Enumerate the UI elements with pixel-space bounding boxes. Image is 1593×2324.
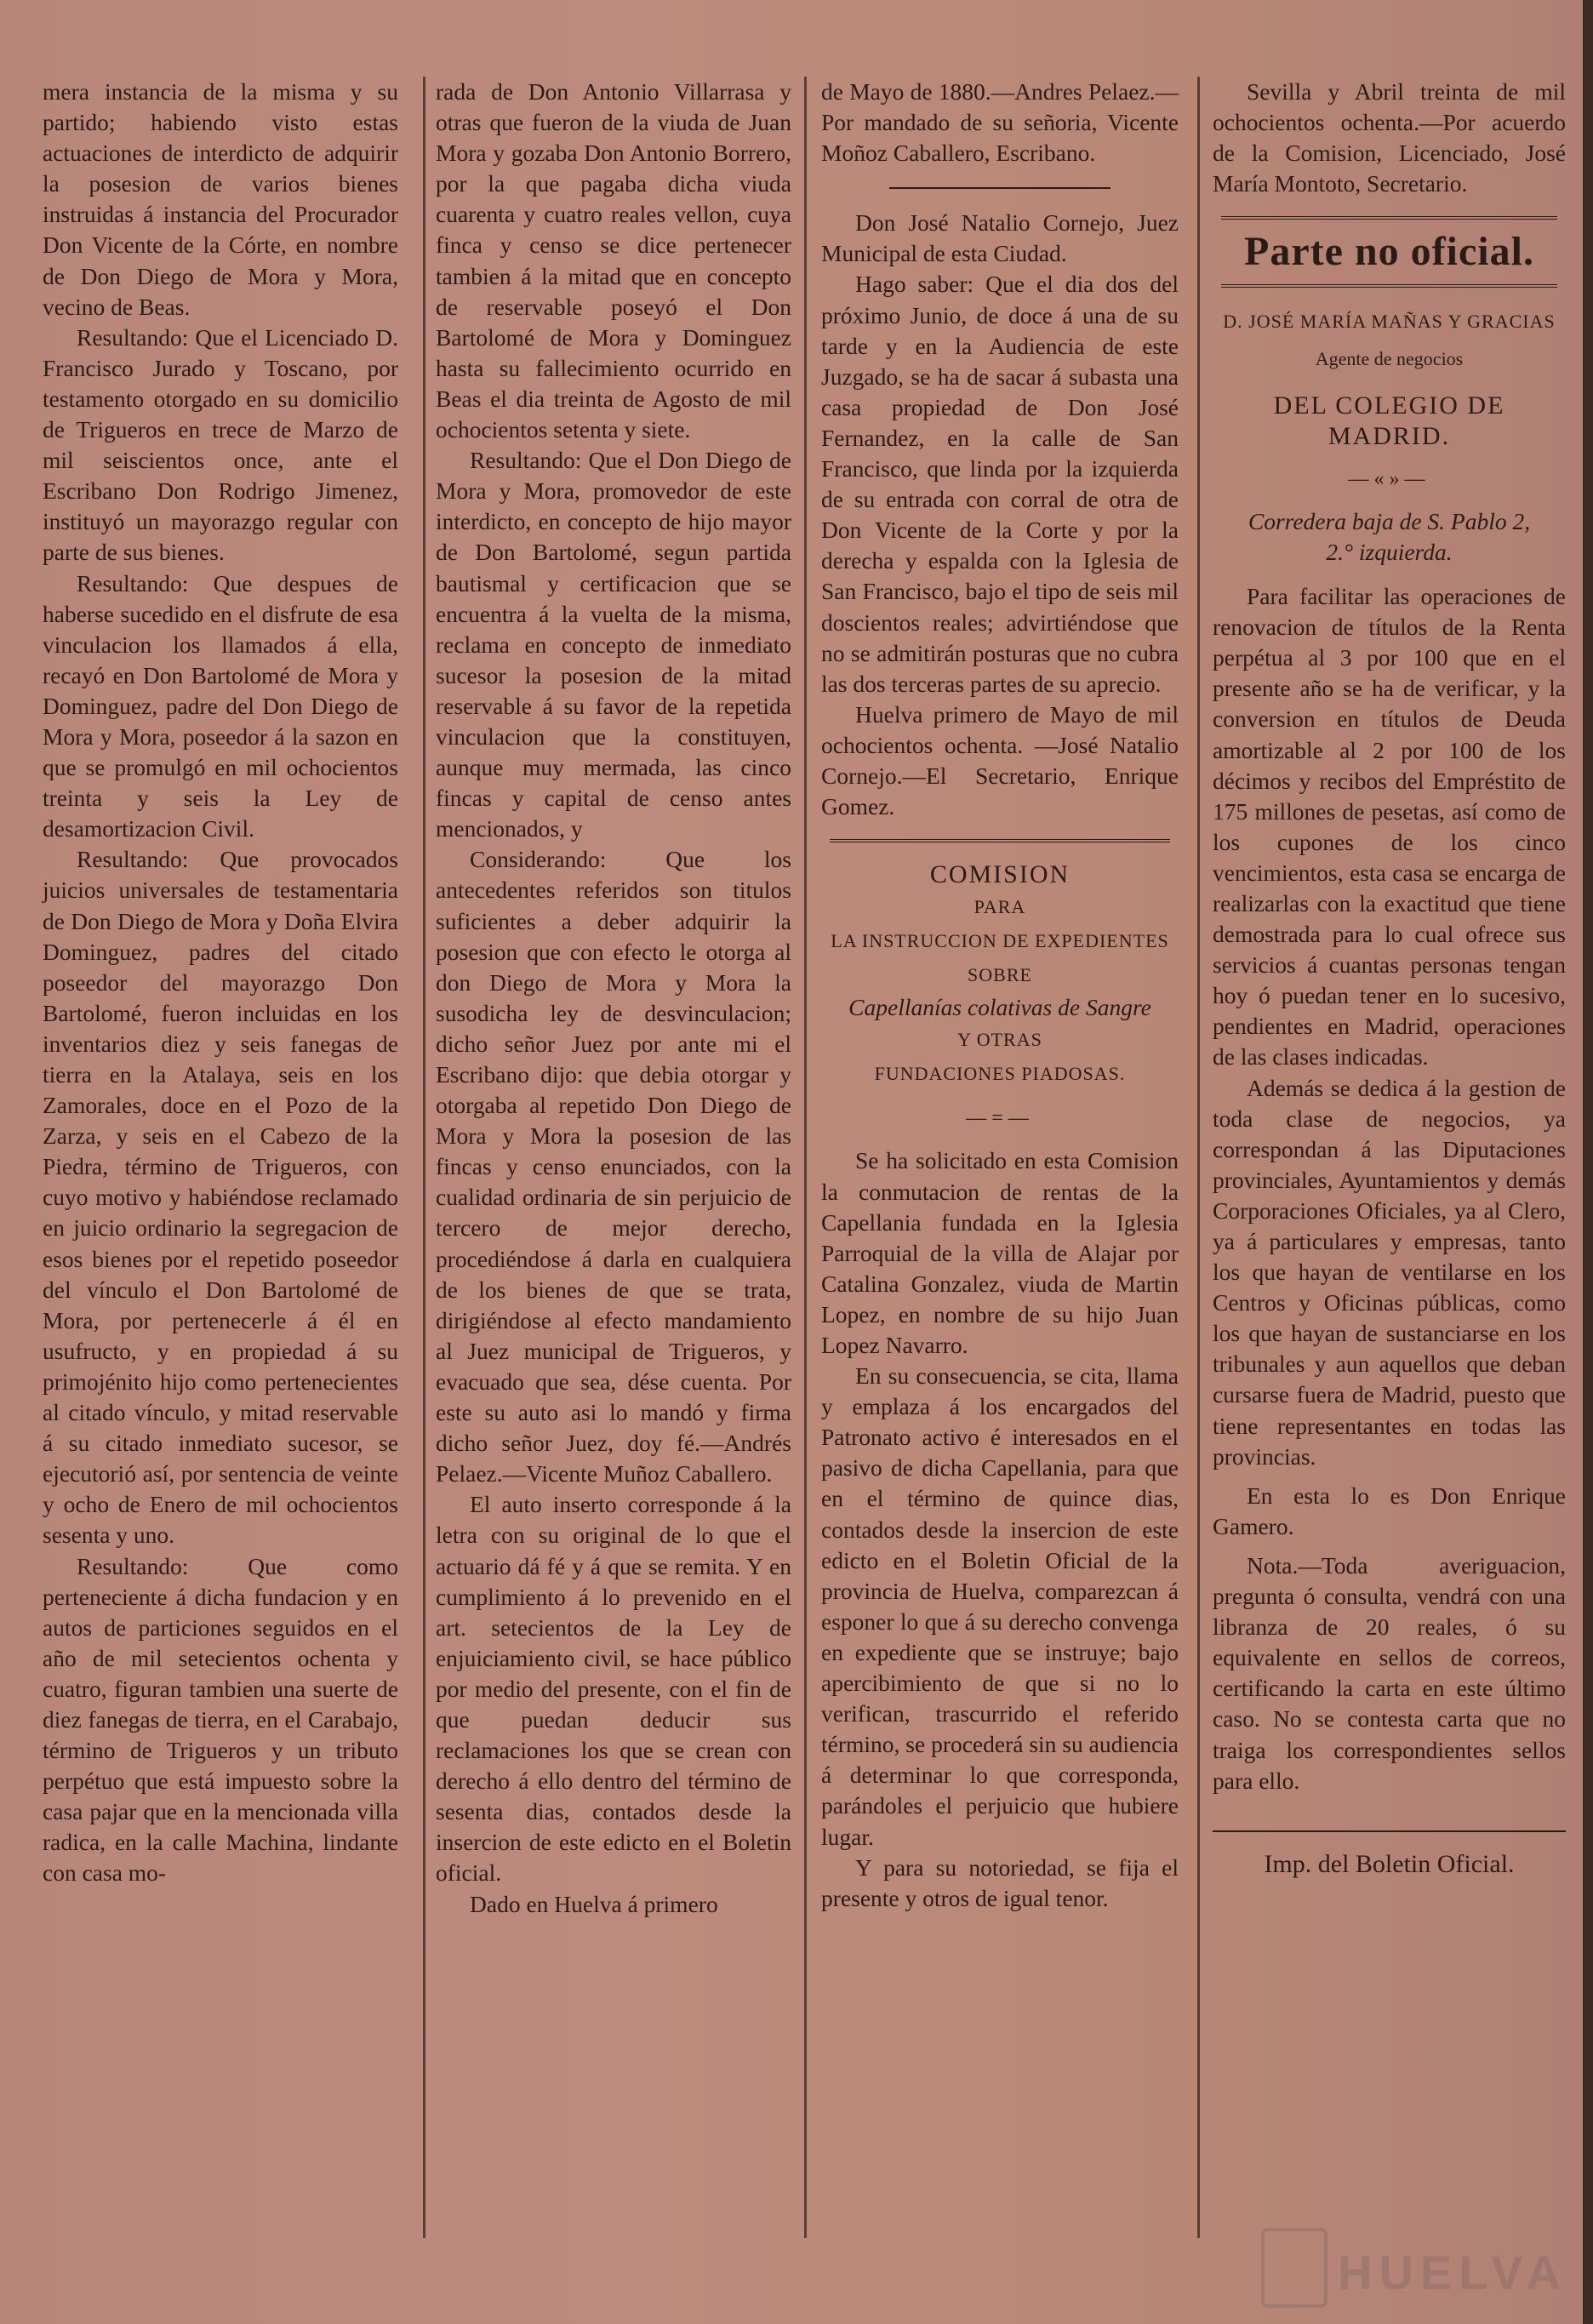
column-2	[436, 77, 791, 1920]
column-4	[1213, 77, 1566, 1880]
column-3	[821, 77, 1179, 1914]
library-seal-watermark	[1261, 2211, 1567, 2313]
subheading: FUNDACIONES PIADOSAS.	[874, 1063, 1126, 1085]
paragraph: Dado en Huelva á primero	[470, 1890, 718, 1917]
ornament: —«»—	[1348, 467, 1430, 490]
column-rule	[804, 77, 807, 2238]
paragraph: Además se dedica á la gestion de toda clase de negocios, ya correspondan á las Diputaciones provinciales, Ayuntamientos y demás Corporaciones Oficiales, ya al Clero, ya á particulares y empresas, tanto los que hayan de ventilarse en los Centros y Oficinas públicas, como los que hayan de sustanciarse en los tribunales y aun aquellos que deban cursarse fuera de Madrid, puesto que tiene representantes en todas las provincias.	[1213, 1074, 1566, 1470]
seal-word: HUELVA	[1338, 2246, 1567, 2299]
agent-name: D. JOSÉ MARÍA MAÑAS Y GRACIAS	[1223, 311, 1556, 333]
agent-role: Agente de negocios	[1315, 348, 1464, 370]
subheading: SOBRE	[968, 964, 1032, 986]
paragraph: Don José Natalio Cornejo, Juez Municipal de esta Ciudad.	[821, 209, 1179, 267]
subheading: LA INSTRUCCION DE EXPEDIENTES	[831, 930, 1169, 952]
section-divider	[1221, 284, 1557, 288]
imprint: Imp. del Boletin Oficial.	[1264, 1849, 1515, 1878]
paragraph: Y para su notoriedad, se fija el presente y otros de igual tenor.	[821, 1853, 1179, 1911]
page-edge	[1583, 0, 1593, 2324]
paragraph: mera instancia de la misma y su partido; habiendo visto estas actuaciones de interdicto de adquirir la posesion de varios bienes instruidas á instancia del Procurador Don Vicente de la Córte, en nombre de Don Diego de Mora y Mora, vecino de Beas.	[43, 78, 398, 320]
subheading: Y OTRAS	[957, 1029, 1042, 1051]
column-1	[43, 77, 398, 1889]
paragraph: En esta lo es Don Enrique Gamero.	[1213, 1482, 1566, 1539]
paragraph: Resultando: Que el Don Diego de Mora y Mora, promovedor de este interdicto, en concepto de hijo mayor de Don Bartolomé, segun partida bautismal y certificacion que se encuentra á la vuelta de la misma, reclama en concepto de inmediato sucesor la posesion de la mitad reservable á su favor de la repetida vinculacion que la constituyen, aunque muy mermada, las cinco fincas y capital de censo antes mencionados, y	[436, 447, 791, 842]
paragraph: Nota.—Toda averiguacion, pregunta ó consulta, vendrá con una libranza de 20 reales, ó su equivalente en sellos de correos, certificando la carta en este último caso. No se contesta carta que no traiga los correspondientes sellos para ello.	[1213, 1551, 1566, 1794]
paragraph: En su consecuencia, se cita, llama y emplaza á los encargados del Patronato activo é interesados en el pasivo de dicha Capellania, para que en el término de quince dias, contados desde la insercion de este edicto en el Boletin Oficial de la provincia de Huelva, comparezcan á esponer lo que á su derecho convenga en expediente que se instruye; bajo apercibimiento de que si no lo verifican, trascurrido el referido término, se procederá sin su audiencia á determinar lo que corresponda, parándoles el perjuicio que hubiere lugar.	[821, 1362, 1179, 1850]
heading-parte-no-oficial: Parte no oficial.	[1244, 229, 1534, 275]
address-line: 2.° izquierda.	[1326, 538, 1453, 565]
column-rule	[1197, 77, 1200, 2238]
address-line: Corredera baja de S. Pablo 2,	[1248, 507, 1531, 534]
paragraph: Resultando: Que provocados juicios universales de testamentaria de Don Diego de Mora y Doña Elvira Dominguez, padres del citado poseedor del mayorazgo Don Bartolomé, fueron incluidas en los inventarios diez y seis fanegas de tierra en la Atalaya, seis en los Zamorales, doce en el Pozo de la Zarza, y seis en el Cabezo de la Piedra, término de Trigueros, con cuyo motivo y habiéndose reclamado en juicio ordinario la segregacion de esos bienes por el repetido poseedor del vínculo el Don Bartolomé de Mora, por pertenecerle á él en usufructo, y en propiedad á su primojénito hijo como pertenecientes al citado vínculo, y mitad reservable á su citado inmediato sucesor, se ejecutorió así, por sentencia de veinte y ocho de Enero de mil ochocientos sesenta y uno.	[43, 846, 398, 1549]
ornament: —=—	[966, 1107, 1034, 1130]
heading-comision: COMISION	[929, 860, 1071, 889]
section-divider	[1221, 216, 1557, 220]
paragraph: Resultando: Que como perteneciente á dicha fundacion y en autos de particiones seguidos en el año de mil setecientos ochenta y cuatro, figuran tambien una suerte de diez fanegas de tierra, en el Carabajo, término de Trigueros y un tributo perpétuo que está impuesto sobre la casa pajar que en la mencionada villa radica, en la calle Machina, lindante con casa mo-	[43, 1552, 398, 1887]
section-divider	[830, 839, 1170, 842]
paragraph: Se ha solicitado en esta Comision la conmutacion de rentas de la Capellania fundada en la Iglesia Parroquial de la villa de Alajar por Catalina Gonzalez, viuda de Martin Lopez, en nombre de su hijo Juan Lopez Navarro.	[821, 1147, 1179, 1358]
paragraph: rada de Don Antonio Villarrasa y otras que fueron de la viuda de Juan Mora y gozaba Don Antonio Borrero, por la que pagaba dicha viuda cuarenta y cuatro reales vellon, cuya finca y censo se dice pertenecer tambien á la mitad que en concepto de reservable poseyó el Don Bartolomé de Mora y Dominguez hasta su fallecimiento ocurrido en Beas el dia treinta de Agosto de mil ochocientos setenta y siete.	[436, 78, 791, 443]
paragraph: Resultando: Que el Licenciado D. Francisco Jurado y Toscano, por testamento otorgado en su domicilio de Trigueros en trece de Marzo de mil seiscientos once, ante el Escribano Don Rodrigo Jimenez, instituyó un mayorazgo regular con parte de sus bienes.	[43, 323, 398, 566]
paragraph: El auto inserto corresponde á la letra con su original de lo que el actuario dá fé y á que se remita. Y en cumplimiento á lo prevenido en el art. setecientos de la Ley de enjuiciamiento civil, se hace público por medio del presente, con el fin de que puedan deducir sus reclamaciones los que se crean con derecho á ello dentro del término de sesenta dias, contados desde la insercion de este edicto en el Boletin oficial.	[436, 1491, 791, 1887]
paragraph: Sevilla y Abril treinta de mil ochocientos ochenta.—Por acuerdo de la Comision, Licenciado, José María Montoto, Secretario.	[1213, 78, 1566, 197]
paragraph: Para facilitar las operaciones de renovacion de títulos de la Renta perpétua al 3 por 100 que en el presente año se ha de verificar, y la conversion en títulos de Deuda amortizable al 2 por 100 de los décimos y recibos del Empréstito de 175 millones de pesetas, así como de los cupones de los cinco vencimientos, esta casa se encarga de realizarlas con la exactitud que tiene demostrada para lo cual ofrece sus servicios á cuantas personas tengan hoy ó puedan tener en lo sucesivo, pendientes en Madrid, operaciones de las clases indicadas.	[1213, 583, 1566, 1071]
section-divider	[1213, 1830, 1566, 1832]
section-divider	[889, 187, 1111, 189]
paragraph: Hago saber: Que el dia dos del próximo Junio, de doce á una de su tarde y en la Audiencia de este Juzgado, se ha de sacar á subasta una casa propiedad de Don José Fernandez, en la calle de San Francisco, que linda por la izquierda de su entrada con corral de otra de Don Vicente de la Corte y por la derecha y espalda con la Iglesia de San Francisco, bajo el tipo de seis mil doscientos reales; advirtiéndose que no se admitirán posturas que no cubra las dos terceras partes de su aprecio.	[821, 271, 1179, 697]
agent-colegio: DEL COLEGIO DE MADRID.	[1273, 391, 1505, 450]
subheading-italic: Capellanías colativas de Sangre	[848, 994, 1151, 1021]
subheading: PARA	[974, 896, 1026, 918]
paragraph: Resultando: Que despues de haberse sucedido en el disfrute de esa vinculacion los llamados á ella, recayó en Don Bartolomé de Mora y Dominguez, padre del Don Diego de Mora y Mora, poseedor á la sazon en que se promulgó en mil ochocientos treinta y seis la Ley de desamortizacion Civil.	[43, 569, 398, 842]
paragraph: Huelva primero de Mayo de mil ochocientos ochenta. —José Natalio Cornejo.—El Secretario, Enrique Gomez.	[821, 700, 1179, 820]
paragraph: de Mayo de 1880.—Andres Pelaez.—Por mandado de su señoria, Vicente Moñoz Caballero, Escribano.	[821, 78, 1179, 167]
paragraph: Considerando: Que los antecedentes referidos son titulos suficientes a deber adquirir la posesion que con efecto le otorga al don Diego de Mora y Mora la susodicha ley de desvinculacion; dicho señor Juez por ante mi el Escribano dijo: que debia otorgar y otorgaba al repetido Don Diego de Mora y Mora la posesion de las fincas y censo enunciados, con la cualidad ordinaria de sin perjuicio de tercero de mejor derecho, procediéndose á darla en cualquiera de los bienes de que se trata, dirigiéndose al efecto mandamiento al Juez municipal de Trigueros, y evacuado que sea, dése cuenta. Por este su auto asi lo mandó y firma dicho señor Juez, doy fé.—Andrés Pelaez.—Vicente Muñoz Caballero.	[436, 846, 791, 1487]
seal-icon	[1261, 2228, 1328, 2308]
column-rule	[423, 77, 425, 2238]
